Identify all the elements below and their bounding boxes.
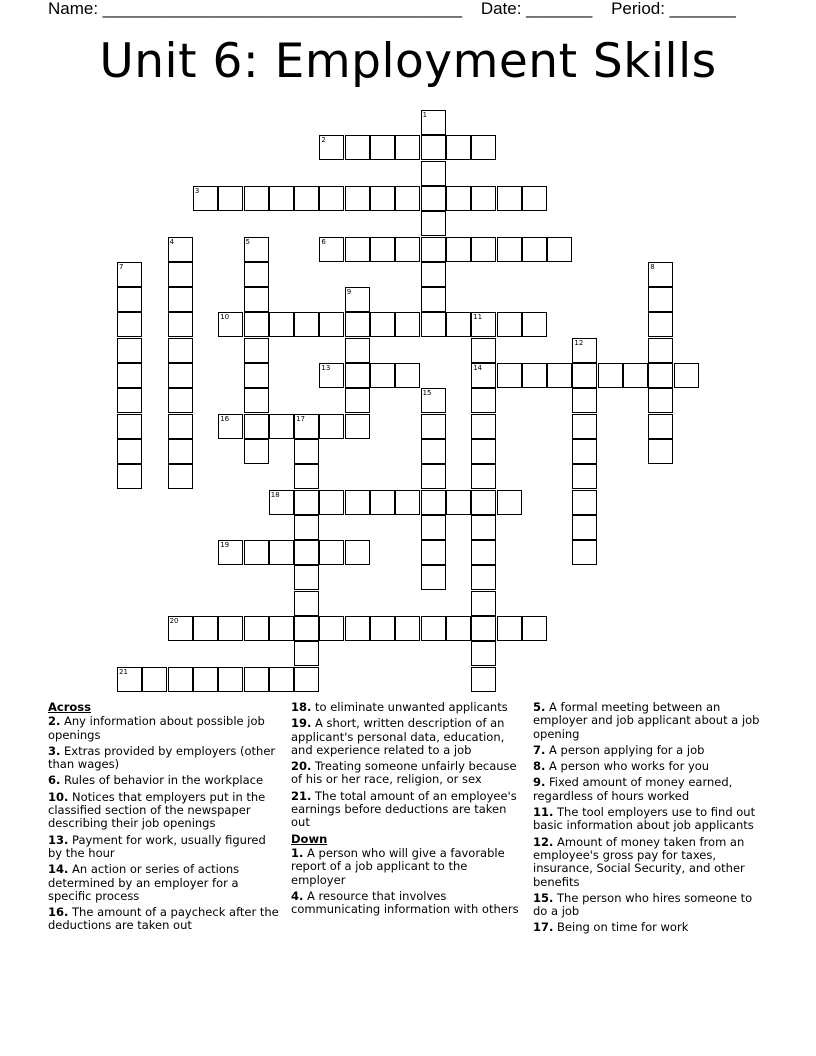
across-clue [48, 906, 280, 933]
grid-cell[interactable] [395, 237, 420, 262]
grid-cell[interactable] [522, 363, 547, 388]
clue-text: Rules of behavior in the workplace [64, 773, 264, 788]
clue-text: Being on time for work [557, 920, 689, 935]
clue-text: Amount of money taken from an employee's gross pay for taxes, insurance, Social Security, and other benefits [533, 834, 745, 889]
grid-cell[interactable] [446, 616, 471, 641]
grid-cell[interactable] [497, 363, 522, 388]
grid-cell[interactable] [168, 287, 193, 312]
grid-cell[interactable] [446, 312, 471, 337]
grid-cell[interactable] [244, 363, 269, 388]
grid-cell[interactable] [421, 565, 446, 590]
grid-cell[interactable] [497, 616, 522, 641]
clues-column-2 [291, 701, 523, 919]
grid-cell[interactable] [395, 490, 420, 515]
grid-cell[interactable] [319, 237, 344, 262]
grid-cell[interactable] [244, 388, 269, 413]
grid-cell[interactable] [168, 338, 193, 363]
clue-number: 13 [321, 364, 331, 372]
grid-cell[interactable] [294, 439, 319, 464]
clue-number: 19. [291, 716, 312, 731]
across-clue [48, 791, 280, 831]
grid-cell[interactable] [421, 161, 446, 186]
grid-cell[interactable] [345, 388, 370, 413]
grid-cell[interactable] [572, 338, 597, 363]
clue-number: 10. [48, 789, 69, 804]
grid-cell[interactable] [648, 338, 673, 363]
clue-text: An action or series of actions determined by an employer for a specific process [48, 862, 240, 903]
clue-number: 21. [291, 788, 312, 803]
grid-cell[interactable] [648, 414, 673, 439]
grid-cell[interactable] [244, 287, 269, 312]
clue-number: 12 [574, 338, 584, 347]
grid-cell[interactable] [319, 186, 344, 211]
clue-number: 20. [291, 759, 312, 774]
grid-cell[interactable] [168, 262, 193, 287]
grid-cell[interactable] [421, 616, 446, 641]
grid-cell[interactable] [168, 363, 193, 388]
grid-cell[interactable] [471, 515, 496, 540]
grid-cell[interactable] [471, 565, 496, 590]
grid-cell[interactable] [522, 186, 547, 211]
grid-cell[interactable] [168, 464, 193, 489]
clues-column-1 [48, 701, 280, 936]
grid-cell[interactable] [421, 312, 446, 337]
grid-cell[interactable] [497, 237, 522, 262]
clue-number: 5. [533, 700, 546, 714]
clue-text: The person who hires someone to do a job [533, 890, 753, 919]
grid-cell[interactable] [168, 616, 193, 641]
grid-cell[interactable] [345, 414, 370, 439]
grid-cell[interactable] [142, 667, 167, 692]
grid-cell[interactable] [294, 186, 319, 211]
period-field-label[interactable]: Period: _______ [611, 0, 736, 18]
clue-number: 16 [220, 414, 230, 423]
grid-cell[interactable] [294, 515, 319, 540]
clue-number: 14. [48, 862, 69, 877]
clue-number: 18 [270, 490, 280, 499]
clue-number: 13. [48, 832, 69, 847]
grid-cell[interactable] [244, 262, 269, 287]
grid-cell[interactable] [345, 490, 370, 515]
clue-number: 2 [321, 136, 326, 145]
down-clue [291, 847, 523, 887]
clue-number: 20 [169, 617, 179, 625]
grid-cell[interactable] [446, 490, 471, 515]
clue-text: A person who will give a favorable report of a job applicant to the employer [291, 845, 505, 887]
grid-cell[interactable] [117, 363, 142, 388]
clue-text: Any information about possible job openings [48, 714, 265, 742]
grid-cell[interactable] [269, 616, 294, 641]
clue-number: 4 [169, 237, 175, 246]
clue-text: Extras provided by employers (other than wages) [48, 743, 276, 772]
grid-cell[interactable] [471, 312, 496, 337]
grid-cell[interactable] [471, 616, 496, 641]
down-clue [291, 890, 523, 917]
clue-number: 14 [473, 364, 483, 372]
grid-cell[interactable] [648, 388, 673, 413]
grid-cell[interactable] [218, 616, 243, 641]
grid-cell[interactable] [370, 363, 395, 388]
grid-cell[interactable] [244, 312, 269, 337]
grid-cell[interactable] [244, 237, 269, 262]
down-heading: Down [291, 831, 328, 846]
clue-number: 21 [119, 667, 128, 676]
grid-cell[interactable] [471, 186, 496, 211]
grid-cell[interactable] [168, 388, 193, 413]
date-field-label[interactable]: Date: _______ [480, 0, 593, 18]
grid-cell[interactable] [572, 388, 597, 413]
grid-cell[interactable] [395, 363, 420, 388]
grid-cell[interactable] [117, 388, 142, 413]
grid-cell[interactable] [421, 237, 446, 262]
grid-cell[interactable] [370, 312, 395, 337]
grid-cell[interactable] [244, 414, 269, 439]
grid-cell[interactable] [244, 540, 269, 565]
clue-number: 15 [422, 389, 432, 398]
grid-cell[interactable] [244, 338, 269, 363]
grid-cell[interactable] [168, 439, 193, 464]
grid-cell[interactable] [294, 312, 319, 337]
clue-number: 12. [533, 834, 554, 849]
grid-cell[interactable] [319, 616, 344, 641]
grid-cell[interactable] [471, 363, 496, 388]
grid-cell[interactable] [294, 616, 319, 641]
grid-cell[interactable] [244, 667, 269, 692]
clue-text: A resource that involves communicating information with others [291, 888, 519, 917]
clue-text: A short, written description of an applicant's personal data, education, and experience related to a job [291, 716, 505, 757]
grid-cell[interactable] [294, 490, 319, 515]
grid-cell[interactable] [471, 641, 496, 666]
grid-cell[interactable] [471, 237, 496, 262]
grid-cell[interactable] [572, 464, 597, 489]
grid-cell[interactable] [446, 135, 471, 160]
name-field-label[interactable]: Name: ______________________________________ [48, 0, 463, 18]
grid-cell[interactable] [345, 186, 370, 211]
grid-cell[interactable] [294, 414, 319, 439]
grid-cell[interactable] [269, 414, 294, 439]
clue-text: The amount of a paycheck after the deductions are taken out [48, 905, 279, 933]
grid-cell[interactable] [598, 363, 623, 388]
clue-number: 2. [48, 714, 61, 729]
grid-cell[interactable] [269, 186, 294, 211]
grid-cell[interactable] [547, 363, 572, 388]
clue-number: 8 [650, 262, 655, 271]
grid-cell[interactable] [395, 312, 420, 337]
grid-cell[interactable] [319, 312, 344, 337]
clue-number: 9. [533, 775, 546, 790]
across-clue [291, 701, 523, 714]
grid-cell[interactable] [319, 135, 344, 160]
clue-text: Payment for work, usually figured by the hour [48, 832, 266, 860]
grid-cell[interactable] [522, 312, 547, 337]
grid-cell[interactable] [294, 641, 319, 666]
grid-cell[interactable] [294, 565, 319, 590]
grid-cell[interactable] [370, 135, 395, 160]
down-clue [533, 701, 769, 741]
grid-cell[interactable] [421, 262, 446, 287]
across-clue [291, 760, 523, 787]
grid-cell[interactable] [218, 312, 243, 337]
grid-cell[interactable] [395, 186, 420, 211]
grid-cell[interactable] [421, 490, 446, 515]
grid-cell[interactable] [193, 616, 218, 641]
grid-cell[interactable] [674, 363, 699, 388]
grid-cell[interactable] [319, 414, 344, 439]
clue-number: 3 [194, 186, 200, 195]
down-clue [533, 806, 769, 833]
grid-cell[interactable] [446, 186, 471, 211]
across-clue [48, 715, 280, 742]
down-clue [533, 776, 769, 803]
across-clue [48, 745, 280, 772]
clue-text: A person applying for a job [549, 742, 705, 757]
grid-cell[interactable] [648, 363, 673, 388]
grid-cell[interactable] [572, 439, 597, 464]
grid-cell[interactable] [395, 135, 420, 160]
grid-cell[interactable] [193, 186, 218, 211]
grid-cell[interactable] [294, 591, 319, 616]
clue-number: 1. [291, 845, 304, 860]
clue-number: 6. [48, 773, 61, 788]
across-clue [48, 834, 280, 861]
grid-cell[interactable] [345, 338, 370, 363]
grid-cell[interactable] [294, 667, 319, 692]
grid-cell[interactable] [319, 540, 344, 565]
grid-cell[interactable] [345, 287, 370, 312]
grid-cell[interactable] [471, 414, 496, 439]
grid-cell[interactable] [421, 515, 446, 540]
grid-cell[interactable] [471, 490, 496, 515]
grid-cell[interactable] [471, 667, 496, 692]
clue-number: 17. [533, 920, 554, 935]
grid-cell[interactable] [117, 262, 142, 287]
grid-cell[interactable] [522, 616, 547, 641]
grid-cell[interactable] [345, 135, 370, 160]
grid-cell[interactable] [117, 667, 142, 692]
grid-cell[interactable] [370, 186, 395, 211]
grid-cell[interactable] [421, 287, 446, 312]
clue-number: 6 [321, 237, 326, 246]
page-title: Unit 6: Employment Skills [99, 34, 717, 89]
grid-cell[interactable] [244, 439, 269, 464]
grid-cell[interactable] [244, 616, 269, 641]
clue-number: 5 [245, 237, 250, 246]
grid-cell[interactable] [269, 490, 294, 515]
grid-cell[interactable] [117, 464, 142, 489]
across-clue [291, 790, 523, 830]
grid-cell[interactable] [117, 312, 142, 337]
clue-text: Treating someone unfairly because of his or her race, religion, or sex [291, 759, 517, 787]
grid-cell[interactable] [497, 490, 522, 515]
clues-column-3 [533, 701, 769, 938]
clue-text: Fixed amount of money earned, regardless of hours worked [533, 775, 733, 803]
grid-cell[interactable] [218, 414, 243, 439]
grid-cell[interactable] [421, 414, 446, 439]
grid-cell[interactable] [244, 186, 269, 211]
grid-cell[interactable] [345, 540, 370, 565]
clue-number: 8. [533, 759, 546, 774]
clue-number: 3. [48, 743, 61, 758]
grid-cell[interactable] [547, 237, 572, 262]
clue-number: 7. [533, 742, 546, 757]
grid-cell[interactable] [623, 363, 648, 388]
clue-text: A formal meeting between an employer and job applicant about a job opening [533, 700, 760, 741]
across-clue [291, 717, 523, 757]
across-clue [48, 774, 280, 787]
clue-text: to eliminate unwanted applicants [315, 700, 508, 714]
grid-cell[interactable] [218, 540, 243, 565]
grid-cell[interactable] [572, 490, 597, 515]
grid-cell[interactable] [117, 439, 142, 464]
grid-cell[interactable] [497, 312, 522, 337]
down-clue [533, 836, 769, 889]
grid-cell[interactable] [168, 667, 193, 692]
grid-cell[interactable] [497, 186, 522, 211]
clue-number: 11 [473, 313, 483, 322]
grid-cell[interactable] [117, 414, 142, 439]
clue-number: 9 [346, 288, 352, 297]
clue-text: Notices that employers put in the classified section of the newspaper describing their job openings [48, 789, 266, 831]
grid-cell[interactable] [471, 540, 496, 565]
grid-cell[interactable] [117, 338, 142, 363]
grid-cell[interactable] [345, 237, 370, 262]
grid-cell[interactable] [269, 540, 294, 565]
grid-cell[interactable] [345, 312, 370, 337]
grid-cell[interactable] [294, 540, 319, 565]
grid-cell[interactable] [471, 464, 496, 489]
grid-cell[interactable] [370, 237, 395, 262]
grid-cell[interactable] [269, 667, 294, 692]
clue-number: 7 [119, 262, 124, 271]
clue-number: 15. [533, 890, 554, 905]
grid-cell[interactable] [421, 110, 446, 135]
grid-cell[interactable] [269, 312, 294, 337]
clue-number: 16. [48, 905, 69, 920]
grid-cell[interactable] [471, 338, 496, 363]
grid-cell[interactable] [117, 287, 142, 312]
grid-cell[interactable] [572, 515, 597, 540]
clue-text: The tool employers use to find out basic information about job applicants [533, 805, 756, 833]
grid-cell[interactable] [446, 237, 471, 262]
grid-cell[interactable] [421, 540, 446, 565]
grid-cell[interactable] [345, 616, 370, 641]
grid-cell[interactable] [471, 439, 496, 464]
clue-text: The total amount of an employee's earnings before deductions are taken out [291, 788, 517, 830]
grid-cell[interactable] [395, 616, 420, 641]
down-clue [533, 892, 769, 919]
grid-cell[interactable] [522, 237, 547, 262]
grid-cell[interactable] [345, 363, 370, 388]
down-clue [533, 921, 769, 934]
grid-cell[interactable] [193, 667, 218, 692]
grid-cell[interactable] [471, 591, 496, 616]
clue-number: 1 [422, 111, 428, 119]
grid-cell[interactable] [319, 490, 344, 515]
grid-cell[interactable] [648, 312, 673, 337]
clue-number: 17 [296, 414, 306, 423]
grid-cell[interactable] [471, 135, 496, 160]
across-heading: Across [48, 700, 91, 714]
across-clue [48, 863, 280, 903]
clue-number: 4. [291, 888, 304, 903]
grid-cell[interactable] [648, 439, 673, 464]
grid-cell[interactable] [421, 135, 446, 160]
grid-cell[interactable] [421, 186, 446, 211]
grid-cell[interactable] [168, 414, 193, 439]
grid-cell[interactable] [572, 363, 597, 388]
grid-cell[interactable] [168, 312, 193, 337]
grid-cell[interactable] [648, 262, 673, 287]
clue-number: 18. [291, 700, 312, 714]
grid-cell[interactable] [421, 464, 446, 489]
grid-cell[interactable] [370, 616, 395, 641]
grid-cell[interactable] [294, 464, 319, 489]
grid-cell[interactable] [218, 667, 243, 692]
clue-text: A person who works for you [549, 759, 710, 774]
grid-cell[interactable] [421, 388, 446, 413]
grid-cell[interactable] [218, 186, 243, 211]
down-clue [533, 744, 769, 757]
grid-cell[interactable] [168, 237, 193, 262]
grid-cell[interactable] [421, 211, 446, 236]
grid-cell[interactable] [572, 414, 597, 439]
grid-cell[interactable] [370, 490, 395, 515]
grid-cell[interactable] [471, 388, 496, 413]
clue-number: 19 [220, 541, 230, 550]
clue-number: 10 [220, 313, 230, 322]
clue-number: 11. [533, 805, 554, 820]
down-clue [533, 760, 769, 773]
grid-cell[interactable] [319, 363, 344, 388]
grid-cell[interactable] [572, 540, 597, 565]
grid-cell[interactable] [648, 287, 673, 312]
grid-cell[interactable] [421, 439, 446, 464]
